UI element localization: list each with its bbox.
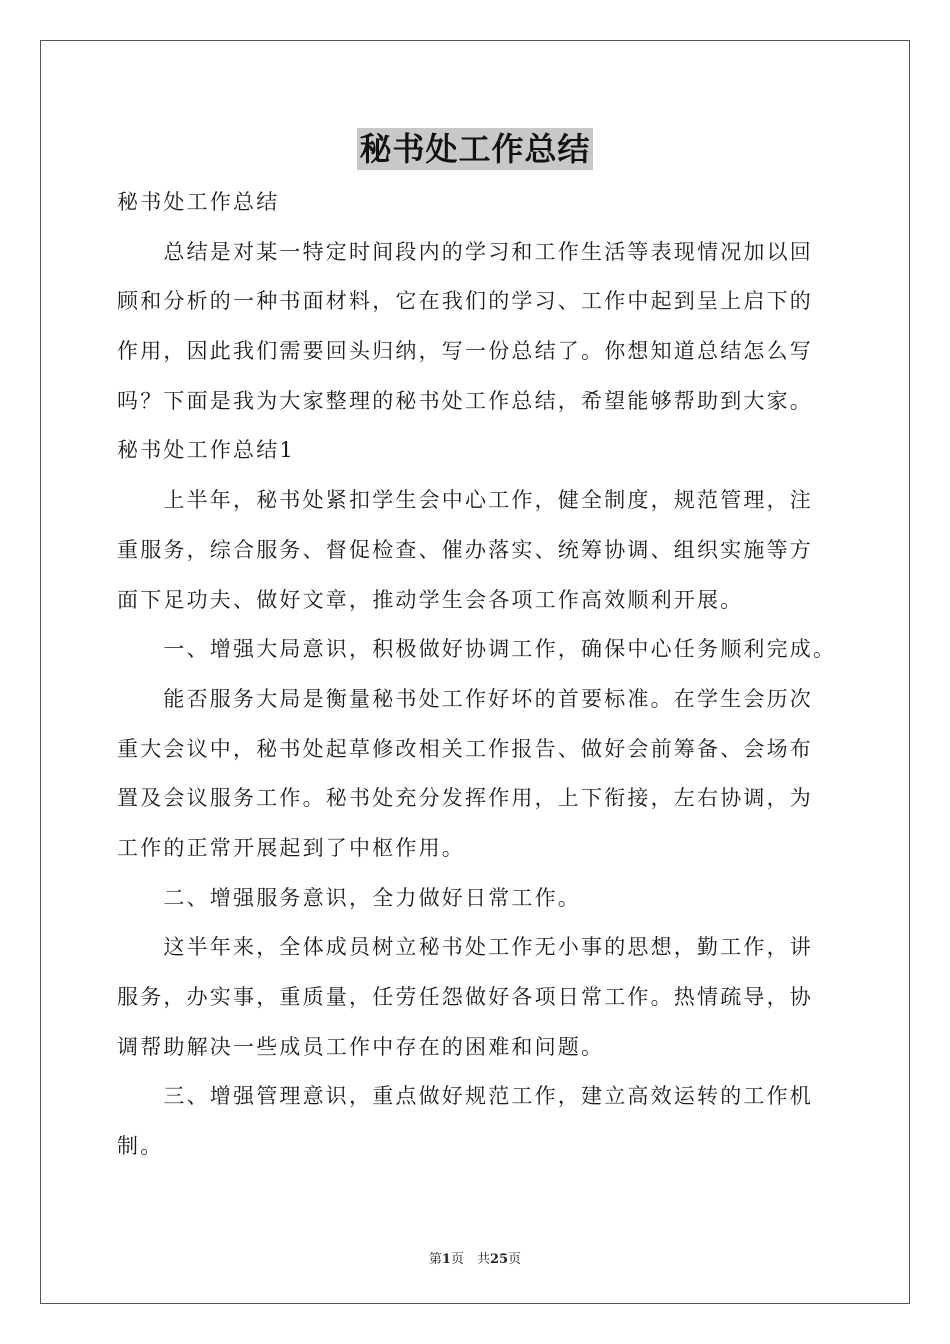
body-line: 秘书处工作总结	[117, 190, 280, 214]
body-line: 面下足功夫、做好文章，推动学生会各项工作高效顺利开展。	[117, 587, 744, 612]
footer-suffix: 页	[508, 1252, 522, 1267]
body-line: 三、增强管理意识，重点做好规范工作，建立高效运转的工作机	[117, 1084, 813, 1109]
body-line: 调帮助解决一些成员工作中存在的困难和问题。	[117, 1034, 605, 1059]
footer-middle: 页 共	[450, 1252, 490, 1267]
body-line: 秘书处工作总结1	[117, 438, 295, 463]
body-line: 作用，因此我们需要回头归纳，写一份总结了。你想知道总结怎么写	[117, 339, 813, 364]
page-footer	[0, 1248, 950, 1267]
body-line: 顾和分析的一种书面材料，它在我们的学习、工作中起到呈上启下的	[117, 289, 813, 314]
body-line: 一、增强大局意识，积极做好协调工作，确保中心任务顺利完成。	[117, 637, 837, 662]
body-line: 上半年，秘书处紧扣学生会中心工作，健全制度，规范管理，注	[117, 488, 813, 513]
body-line: 这半年来，全体成员树立秘书处工作无小事的思想，勤工作，讲	[117, 935, 813, 960]
body-line: 重大会议中，秘书处起草修改相关工作报告、做好会前筹备、会场布	[117, 736, 813, 761]
body-line: 制。	[117, 1134, 164, 1159]
document-body	[117, 178, 837, 1172]
body-line: 重服务，综合服务、督促检查、催办落实、统筹协调、组织实施等方	[117, 537, 813, 562]
body-line: 工作的正常开展起到了中枢作用。	[117, 835, 465, 860]
body-line: 二、增强服务意识，全力做好日常工作。	[117, 885, 581, 910]
footer-prefix: 第	[428, 1252, 442, 1267]
title-container	[0, 128, 950, 170]
footer-page-number: 1	[441, 1252, 451, 1267]
body-line: 服务，办实事，重质量，任劳任怨做好各项日常工作。热情疏导，协	[117, 985, 813, 1009]
body-line: 吗？下面是我为大家整理的秘书处工作总结，希望能够帮助到大家。	[117, 388, 813, 413]
document-title: 秘书处工作总结	[359, 130, 591, 168]
body-line: 总结是对某一特定时间段内的学习和工作生活等表现情况加以回	[117, 239, 813, 264]
body-line: 置及会议服务工作。秘书处充分发挥作用，上下衔接，左右协调，为	[117, 786, 813, 811]
body-line: 能否服务大局是衡量秘书处工作好坏的首要标准。在学生会历次	[117, 686, 813, 711]
footer-total-pages: 25	[489, 1252, 509, 1267]
